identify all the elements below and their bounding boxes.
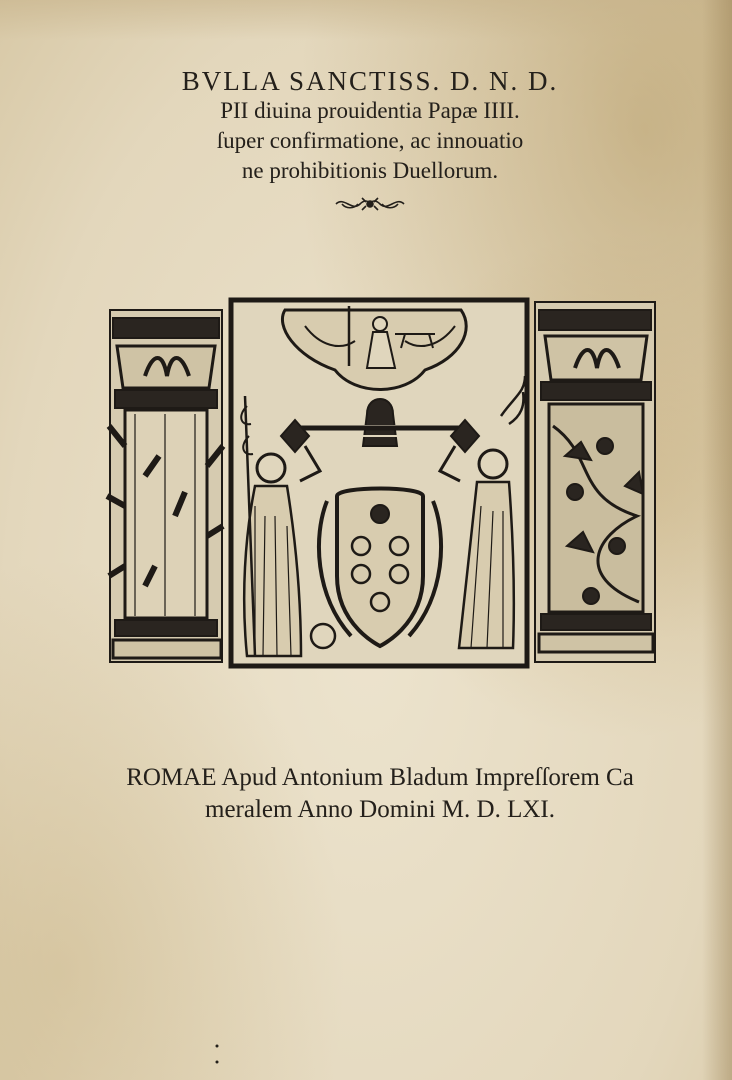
title-line-3: ſuper confirmatione, ac innouatio bbox=[216, 128, 524, 153]
imprint-line-1: ROMAE Apud Antonium Bladum Impreſſorem Ca bbox=[126, 764, 634, 791]
title-line-4: ne prohibitionis Duellorum. bbox=[241, 158, 499, 183]
imprint-block bbox=[60, 762, 700, 826]
fleuron-ornament-icon bbox=[332, 192, 408, 216]
margin-mark-icon bbox=[214, 1040, 220, 1070]
imprint-line-2: meralem Anno Domini M. D. LXI. bbox=[205, 796, 555, 823]
paper-stain bbox=[0, 0, 732, 40]
title-line-2: PII diuina prouidentia Papæ IIII. bbox=[220, 98, 520, 123]
right-column-icon bbox=[535, 302, 655, 662]
central-panel-icon bbox=[231, 300, 527, 666]
paper-edge bbox=[702, 0, 732, 1080]
title-block bbox=[90, 66, 650, 186]
left-column-icon bbox=[107, 310, 223, 662]
papal-arms-woodcut bbox=[105, 296, 665, 671]
title-line-1: BVLLA SANCTISS. D. N. D. bbox=[181, 66, 559, 96]
